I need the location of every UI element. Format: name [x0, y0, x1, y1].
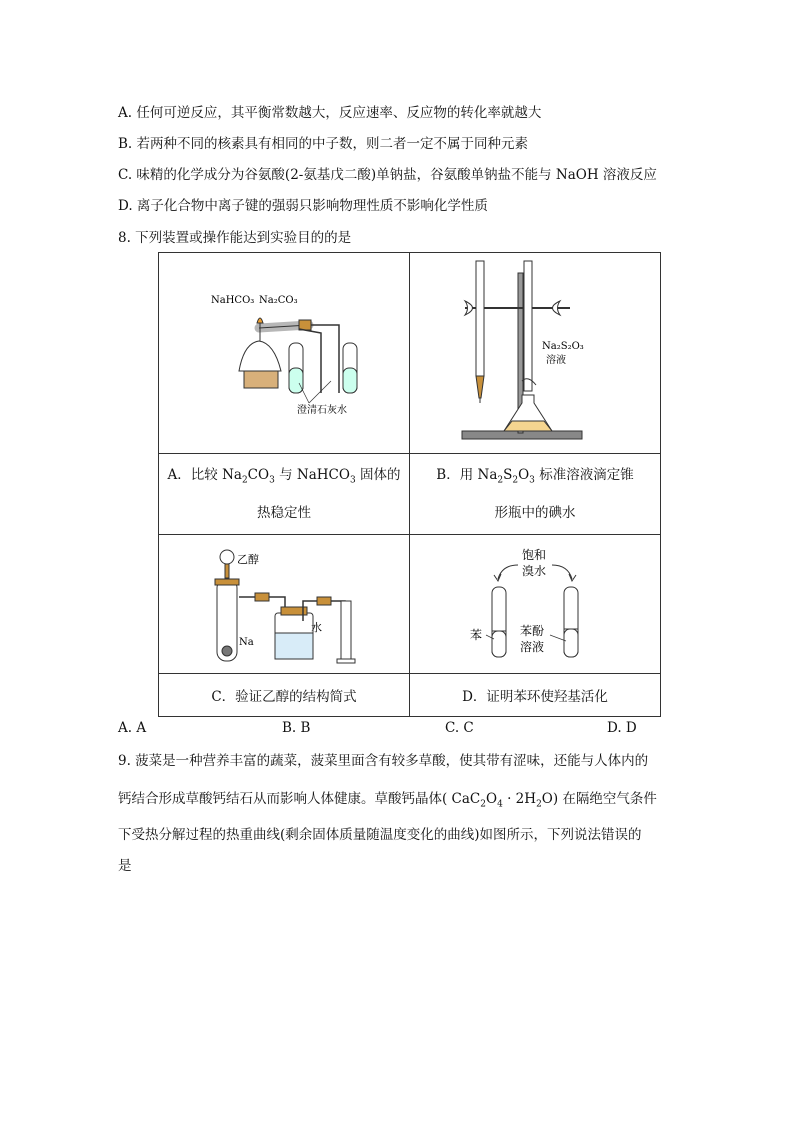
- figure-b-titration-apparatus: [410, 253, 660, 449]
- q7-option-a: A. 任何可逆反应，其平衡常数越大，反应速率、反应物的转化率就越大: [118, 105, 542, 121]
- label-solution-b: 溶液: [546, 355, 566, 366]
- label-sodium: Na: [239, 637, 254, 648]
- label-nahco3: NaHCO₃: [211, 295, 255, 306]
- label-phenol-solution: 溶液: [520, 640, 545, 654]
- label-benzene: 苯: [470, 628, 483, 642]
- answer-option-a: A. A: [118, 720, 147, 736]
- answer-option-d: D. D: [607, 720, 637, 736]
- label-bromine-water: 溴水: [522, 564, 547, 578]
- figure-c-ethanol-apparatus: [159, 535, 409, 669]
- figure-d-bromine-test: [410, 535, 660, 669]
- label-na2s2o3: Na₂S₂O₃: [542, 341, 584, 352]
- q7-option-c: C. 味精的化学成分为谷氨酸(2-氨基戊二酸)单钠盐，谷氨酸单钠盐不能与 NaOH 溶液反应: [118, 167, 657, 183]
- q9-line-1: 9. 菠菜是一种营养丰富的蔬菜，菠菜里面含有较多草酸，使其带有涩味，还能与人体内的: [118, 753, 649, 769]
- q8-stem: 8. 下列装置或操作能达到实验目的的是: [118, 230, 352, 246]
- label-ethanol: 乙醇: [237, 553, 259, 566]
- q9-line-3: 下受热分解过程的热重曲线(剩余固体质量随温度变化的曲线)如图所示，下列说法错误的: [118, 827, 642, 843]
- q7-option-d: D. 离子化合物中离子键的强弱只影响物理性质不影响化学性质: [118, 198, 488, 214]
- label-phenol: 苯酚: [520, 624, 545, 638]
- label-limewater: 澄清石灰水: [297, 405, 347, 416]
- figure-c-cell: [159, 535, 410, 674]
- q8-apparatus-table: [158, 252, 661, 717]
- caption-a: A．比较 $Na_2CO_3$ 与 NaHCO$_3$ 固体的 热稳定性: [159, 454, 410, 535]
- caption-c: C．验证乙醇的结构简式: [159, 674, 410, 717]
- label-na2co3: Na₂CO₃: [259, 295, 298, 306]
- figure-a-heating-apparatus: [159, 253, 409, 449]
- figure-d-cell: [410, 535, 661, 674]
- q9-line-2: 钙结合形成草酸钙结石从而影响人体健康。草酸钙晶体( $CaC_2O_4 \cdot 2H_2O$) 在隔绝空气条件: [118, 791, 657, 810]
- label-saturated: 饱和: [522, 548, 547, 562]
- caption-d: D．证明苯环使羟基活化: [410, 674, 661, 717]
- figure-b-cell: [410, 253, 661, 454]
- caption-b: B．用 $Na_2S_2O_3$ 标准溶液滴定锥 形瓶中的碘水: [410, 454, 661, 535]
- figure-a-cell: [159, 253, 410, 454]
- answer-option-b: B. B: [282, 720, 311, 736]
- label-water: 水: [311, 621, 322, 634]
- q9-line-4: 是: [118, 858, 132, 874]
- answer-option-c: C. C: [445, 720, 474, 736]
- q7-option-b: B. 若两种不同的核素具有相同的中子数，则二者一定不属于同种元素: [118, 136, 529, 152]
